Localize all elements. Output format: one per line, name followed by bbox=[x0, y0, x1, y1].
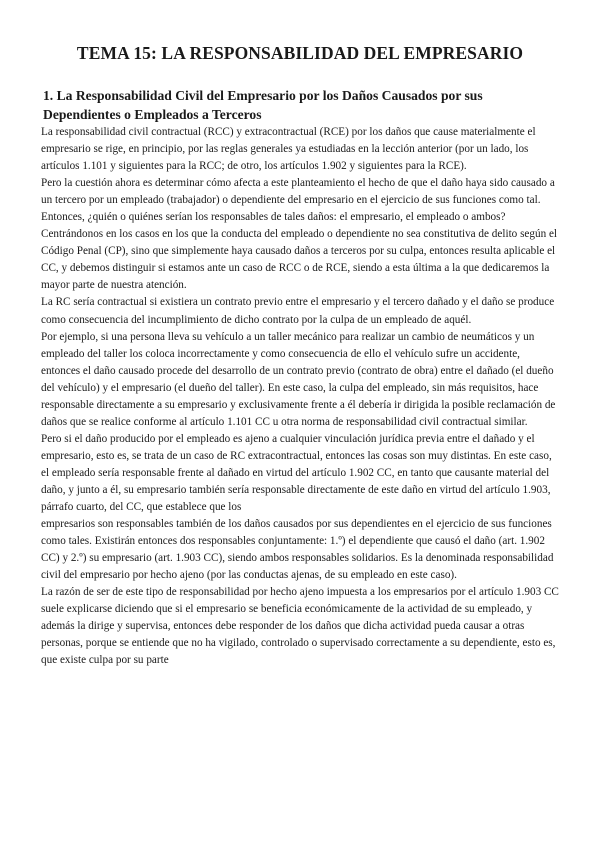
paragraph: La RC sería contractual si existiera un contrato previo entre el empresario y el tercero dañado y el daño se produce como consecuencia del incumplimiento de dicho contrato por la culpa de un empleado de aquél. bbox=[41, 296, 555, 326]
document-title: TEMA 15: LA RESPONSABILIDAD DEL EMPRESARIO bbox=[76, 43, 524, 63]
paragraph: Por ejemplo, si una persona lleva su vehículo a un taller mecánico para realizar un cambio de neumáticos y un empleado del taller los coloca incorrectamente y como consecuencia de ello el vehículo sufre un accidente, entonces el daño causado procede del desarrollo de un contrato previo (contrato de obra) entre el dañado (el dueño del vehículo) y el empresario (el dueño del taller). En este caso, la culpa del empleado, sin más requisitos, hace responsable directamente a su empresario y exclusivamente frente a él debería ir dirigida la posible reclamación de daños que se realice conforme al artículo 1.101 CC u otra norma de responsabilidad civil contractual similar. bbox=[41, 330, 556, 428]
paragraph: Centrándonos en los casos en los que la conducta del empleado o dependiente no sea constitutiva de delito según el Código Penal (CP), sino que simplemente haya causado daños a terceros por su culpa, entonces resulta aplicable el CC, y debemos distinguir si estamos ante un caso de RCC o de RCE, siendo a esta última a la que dedicaremos la mayor parte de nuestra atención. bbox=[41, 228, 558, 292]
document-body bbox=[41, 124, 559, 670]
section-heading: 1. La Responsabilidad Civil del Empresario por los Daños Causados por sus Dependientes o Empleados a Terceros bbox=[43, 88, 483, 122]
paragraph: La razón de ser de este tipo de responsabilidad por hecho ajeno impuesta a los empresarios por el artículo 1.903 CC suele explicarse diciendo que si el empresario se beneficia económicamente de la actividad de su empleado, y además la dirige y supervisa, entonces debe responder de los daños que dicha actividad pueda causar a otras personas, porque se entiende que no ha vigilado, controlado o supervisado correctamente a su dependiente, esto es, que existe culpa por su parte bbox=[41, 586, 559, 667]
paragraph: La responsabilidad civil contractual (RCC) y extracontractual (RCE) por los daños que cause materialmente el empresario se rige, en principio, por las reglas generales ya estudiadas en la lección anterior (por un lado, los artículos 1.101 y siguientes para la RCC; de otro, los artículos 1.902 y siguientes para la RCE). bbox=[41, 126, 536, 173]
document-page bbox=[41, 42, 559, 670]
paragraph: Pero si el daño producido por el empleado es ajeno a cualquier vinculación jurídica previa entre el dañado y el empresario, esto es, se trata de un caso de RC extracontractual, entonces las cosas son muy distintas. En este caso, el empleado sería responsable frente al dañado en virtud del artículo 1.902 CC, en tanto que causante material del daño, y junto a él, su empresario también sería responsable directamente de este daño en virtud del artículo 1.903, párrafo cuarto, del CC, que establece que los bbox=[41, 432, 552, 514]
paragraph: empresarios son responsables también de los daños causados por sus dependientes en el ejercicio de sus funciones como tales. Existirán entonces dos responsables conjuntamente: 1.º) el dependiente que causó el daño (art. 1.902 CC) y 2.º) su empresario (art. 1.903 CC), siendo ambos responsables solidarios. Es la denominada responsabilidad civil del empresario por hecho ajeno (por las conductas ajenas, de su empleado en este caso). bbox=[41, 518, 554, 582]
paragraph: Pero la cuestión ahora es determinar cómo afecta a este planteamiento el hecho de que el daño haya sido causado a un tercero por un empleado (trabajador) o dependiente del empresario en el ejercicio de sus funciones como tal. Entonces, ¿quién o quiénes serían los responsables de tales daños: el empresario, el empleado o ambos? bbox=[41, 177, 555, 224]
